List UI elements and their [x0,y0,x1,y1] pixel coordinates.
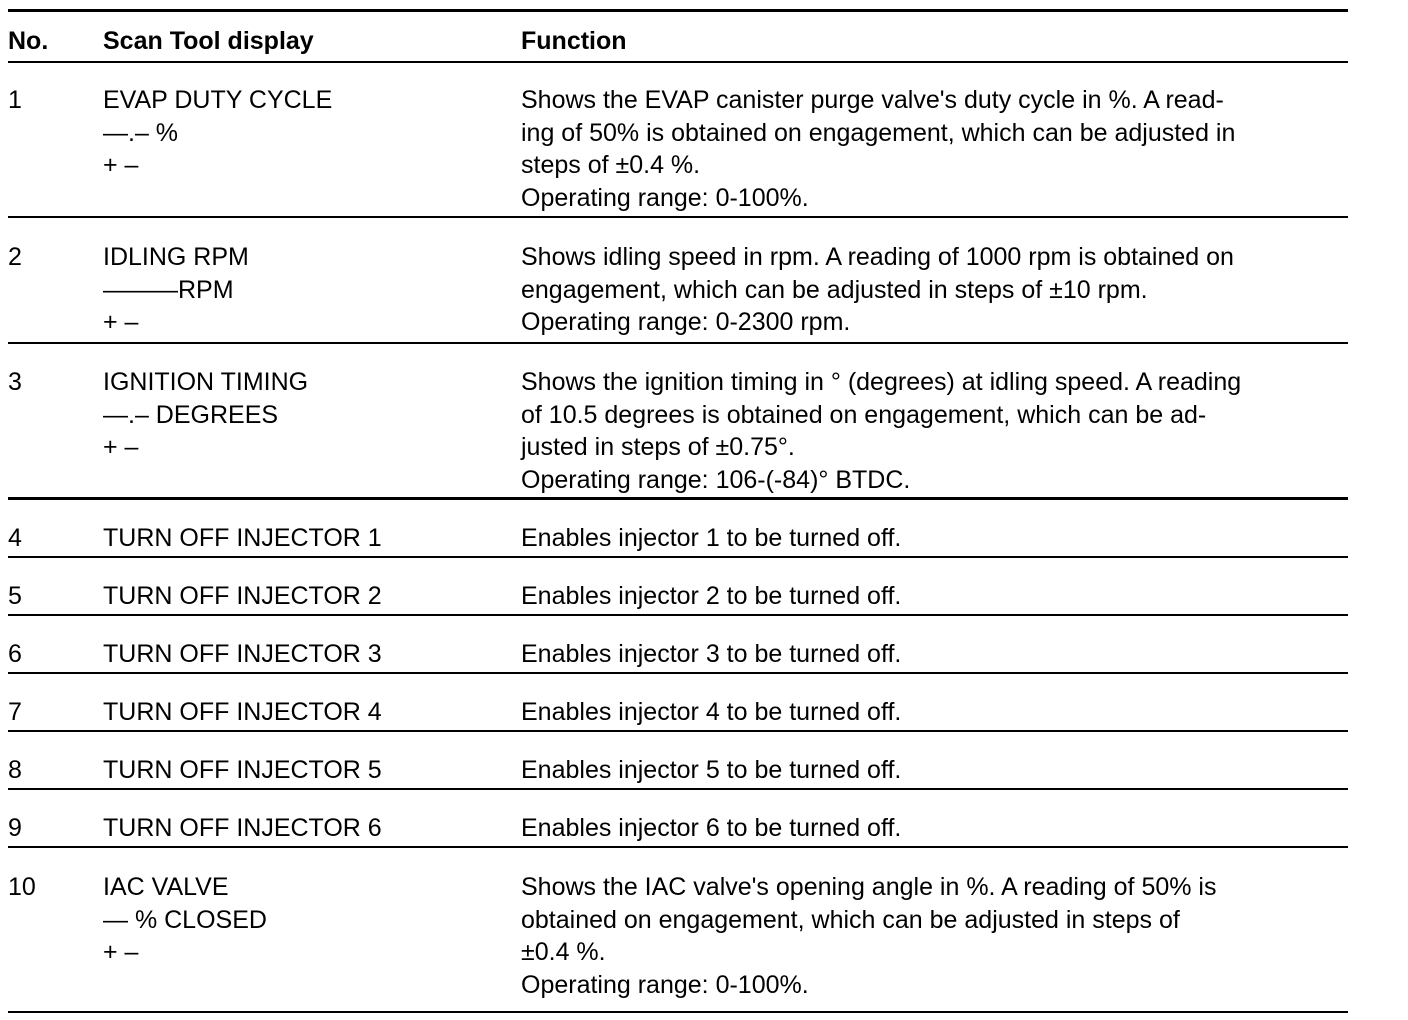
display-line: IGNITION TIMING [103,368,309,396]
row-number: 6 [8,640,22,668]
function-line: Operating range: 0-100%. [521,970,809,999]
display-line: + – [103,433,139,461]
table-bottom-rule [8,1011,1348,1013]
function-line: Shows the IAC valve's opening angle in %. A reading of 50% is [521,873,1217,901]
function-line: engagement, which can be adjusted in steps of ±10 rpm. [521,275,1148,304]
function-description [521,754,1351,787]
function-line: Operating range: 0-100%. [521,183,809,212]
function-description [521,241,1351,339]
display-line: IDLING RPM [103,243,249,271]
display-line: + – [103,308,139,336]
row-divider [8,788,1348,790]
function-line: steps of ±0.4 %. [521,151,701,179]
scan-tool-display [103,580,503,613]
row-number: 4 [8,524,22,552]
display-line: —.– DEGREES [103,400,279,429]
function-description [521,812,1351,845]
function-description [521,366,1351,496]
function-line: of 10.5 degrees is obtained on engagement, which can be ad- [521,400,1207,429]
row-number: 9 [8,814,22,842]
scan-tool-display [103,871,503,969]
display-line: ———RPM [103,275,234,304]
function-line: Enables injector 2 to be turned off. [521,582,902,610]
display-line: TURN OFF INJECTOR 5 [103,756,382,784]
function-line: justed in steps of ±0.75°. [521,433,795,461]
function-line: ing of 50% is obtained on engagement, which can be adjusted in [521,118,1236,147]
row-divider [8,730,1348,732]
display-line: IAC VALVE [103,873,229,901]
function-description [521,522,1351,555]
function-line: Operating range: 0-2300 rpm. [521,308,851,336]
scan-tool-display [103,84,503,182]
display-line: + – [103,151,139,179]
function-line: obtained on engagement, which can be adjusted in steps of [521,905,1180,934]
display-line: TURN OFF INJECTOR 2 [103,582,382,610]
header-scan-tool-display: Scan Tool display [103,27,314,55]
function-line: ±0.4 %. [521,938,606,966]
row-number: 1 [8,86,22,114]
display-line: TURN OFF INJECTOR 3 [103,640,382,668]
function-line: Shows the EVAP canister purge valve's duty cycle in %. A read- [521,86,1224,114]
function-description [521,580,1351,613]
scan-tool-display [103,696,503,729]
header-function: Function [521,27,627,55]
display-line: —.– % [103,118,179,147]
function-line: Operating range: 106-(-84)° BTDC. [521,465,911,494]
row-number: 7 [8,698,22,726]
row-number: 5 [8,582,22,610]
row-divider [8,846,1348,848]
display-line: TURN OFF INJECTOR 1 [103,524,382,552]
row-divider [8,497,1348,500]
header-no: No. [8,27,49,55]
scan-tool-display [103,638,503,671]
scan-tool-display [103,241,503,339]
scan-tool-display [103,366,503,464]
function-description [521,871,1351,1001]
function-line: Enables injector 1 to be turned off. [521,524,902,552]
row-number: 3 [8,368,22,396]
function-line: Shows the ignition timing in ° (degrees) at idling speed. A reading [521,368,1242,396]
function-description [521,696,1351,729]
row-divider [8,614,1348,616]
display-line: + – [103,938,139,966]
display-line: — % CLOSED [103,905,267,934]
table-top-rule [8,9,1348,12]
row-number: 2 [8,243,22,271]
display-line: TURN OFF INJECTOR 6 [103,814,382,842]
function-description [521,638,1351,671]
function-line: Shows idling speed in rpm. A reading of 1000 rpm is obtained on [521,243,1234,271]
function-line: Enables injector 3 to be turned off. [521,640,902,668]
row-divider [8,342,1348,344]
function-line: Enables injector 4 to be turned off. [521,698,902,726]
function-line: Enables injector 5 to be turned off. [521,756,902,784]
scan-tool-display [103,522,503,555]
row-divider [8,556,1348,558]
display-line: TURN OFF INJECTOR 4 [103,698,382,726]
row-number: 8 [8,756,22,784]
scan-tool-display [103,812,503,845]
row-number: 10 [8,873,36,901]
function-line: Enables injector 6 to be turned off. [521,814,902,842]
header-bottom-rule [8,61,1348,63]
display-line: EVAP DUTY CYCLE [103,86,333,114]
scan-tool-display [103,754,503,787]
row-divider [8,216,1348,218]
function-description [521,84,1351,214]
row-divider [8,672,1348,674]
